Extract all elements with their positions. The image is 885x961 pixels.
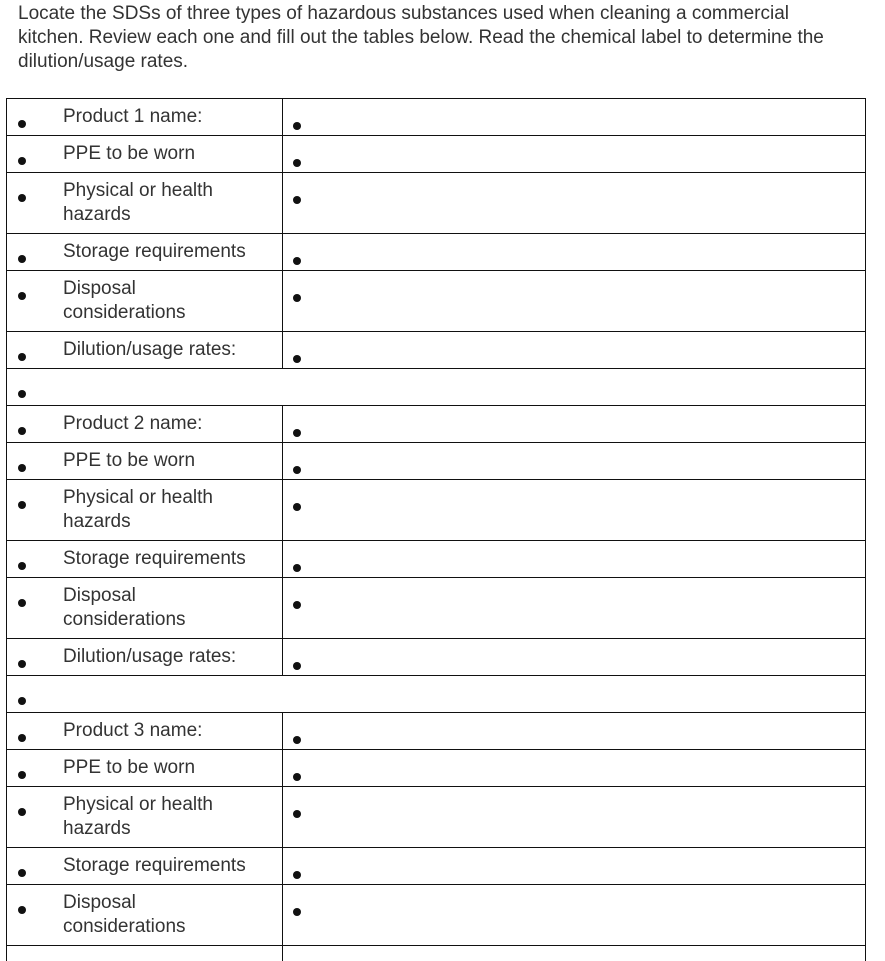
bullet-icon bbox=[293, 466, 301, 474]
table-row bbox=[6, 233, 866, 270]
field-label: Physical or health hazards bbox=[63, 794, 213, 839]
bullet-icon bbox=[293, 564, 301, 572]
field-value[interactable] bbox=[283, 173, 865, 233]
bullet-icon bbox=[293, 257, 301, 265]
bullet-icon bbox=[18, 501, 26, 509]
field-label: PPE to be worn bbox=[63, 143, 196, 164]
bullet-icon bbox=[293, 159, 301, 167]
field-value[interactable] bbox=[283, 885, 865, 945]
field-label: Storage requirements bbox=[63, 855, 246, 876]
instructions-line: dilution/usage rates. bbox=[18, 51, 189, 72]
bullet-icon bbox=[18, 390, 26, 398]
table-row bbox=[6, 712, 866, 749]
sds-table bbox=[6, 98, 866, 961]
instructions-line: Locate the SDSs of three types of hazardous substances used when cleaning a commercial bbox=[18, 3, 789, 24]
field-value[interactable] bbox=[283, 750, 865, 786]
field-label: Product 2 name: bbox=[63, 413, 203, 434]
table-row bbox=[6, 540, 866, 577]
separator-row bbox=[6, 368, 866, 405]
field-label: Storage requirements bbox=[63, 548, 246, 569]
bullet-icon bbox=[18, 771, 26, 779]
field-value[interactable] bbox=[283, 332, 865, 368]
table-row bbox=[6, 847, 866, 884]
table-row-partial bbox=[6, 945, 866, 961]
bullet-icon bbox=[293, 601, 301, 609]
field-value[interactable] bbox=[283, 578, 865, 638]
bullet-icon bbox=[18, 660, 26, 668]
bullet-icon bbox=[293, 662, 301, 670]
bullet-icon bbox=[18, 562, 26, 570]
field-value[interactable] bbox=[283, 406, 865, 442]
field-label: Dilution/usage rates: bbox=[63, 339, 237, 360]
field-value[interactable] bbox=[283, 713, 865, 749]
field-label: Product 1 name: bbox=[63, 106, 203, 127]
field-value[interactable] bbox=[283, 541, 865, 577]
bullet-icon bbox=[293, 810, 301, 818]
field-label: PPE to be worn bbox=[63, 450, 196, 471]
field-label: Storage requirements bbox=[63, 241, 246, 262]
bullet-icon bbox=[18, 157, 26, 165]
field-value[interactable] bbox=[283, 443, 865, 479]
bullet-icon bbox=[18, 808, 26, 816]
table-row bbox=[6, 749, 866, 786]
bullet-icon bbox=[18, 120, 26, 128]
field-label: Disposal considerations bbox=[63, 585, 186, 630]
bullet-icon bbox=[293, 503, 301, 511]
field-value[interactable] bbox=[283, 480, 865, 540]
separator-row bbox=[6, 675, 866, 712]
table-row bbox=[6, 638, 866, 675]
field-label: Dilution/usage rates: bbox=[63, 646, 237, 667]
field-label: Disposal considerations bbox=[63, 892, 186, 937]
field-value[interactable] bbox=[283, 234, 865, 270]
bullet-icon bbox=[293, 122, 301, 130]
bullet-icon bbox=[18, 906, 26, 914]
bullet-icon bbox=[18, 464, 26, 472]
field-value[interactable] bbox=[283, 99, 865, 135]
field-value[interactable] bbox=[283, 639, 865, 675]
bullet-icon bbox=[18, 427, 26, 435]
bullet-icon bbox=[18, 599, 26, 607]
table-row bbox=[6, 135, 866, 172]
bullet-icon bbox=[293, 773, 301, 781]
bullet-icon bbox=[293, 355, 301, 363]
table-row bbox=[6, 98, 866, 135]
table-row bbox=[6, 479, 866, 540]
table-row bbox=[6, 405, 866, 442]
field-label: PPE to be worn bbox=[63, 757, 196, 778]
bullet-icon bbox=[18, 292, 26, 300]
table-row bbox=[6, 442, 866, 479]
field-value[interactable] bbox=[283, 787, 865, 847]
table-row bbox=[6, 786, 866, 847]
bullet-icon bbox=[293, 871, 301, 879]
table-row bbox=[6, 331, 866, 368]
bullet-icon bbox=[293, 294, 301, 302]
instructions-paragraph bbox=[18, 2, 885, 74]
table-row bbox=[6, 172, 866, 233]
table-row bbox=[6, 884, 866, 945]
field-label: Physical or health hazards bbox=[63, 487, 213, 532]
bullet-icon bbox=[18, 734, 26, 742]
bullet-icon bbox=[293, 736, 301, 744]
field-label: Product 3 name: bbox=[63, 720, 203, 741]
bullet-icon bbox=[18, 194, 26, 202]
field-value[interactable] bbox=[283, 136, 865, 172]
bullet-icon bbox=[293, 196, 301, 204]
bullet-icon bbox=[18, 255, 26, 263]
bullet-icon bbox=[293, 908, 301, 916]
bullet-icon bbox=[18, 697, 26, 705]
field-value[interactable] bbox=[283, 848, 865, 884]
bullet-icon bbox=[18, 353, 26, 361]
field-label: Physical or health hazards bbox=[63, 180, 213, 225]
field-label: Disposal considerations bbox=[63, 278, 186, 323]
bullet-icon bbox=[18, 869, 26, 877]
field-value[interactable] bbox=[283, 271, 865, 331]
bullet-icon bbox=[293, 429, 301, 437]
table-row bbox=[6, 577, 866, 638]
instructions-line: kitchen. Review each one and fill out the tables below. Read the chemical label to determine the bbox=[18, 27, 824, 48]
table-row bbox=[6, 270, 866, 331]
